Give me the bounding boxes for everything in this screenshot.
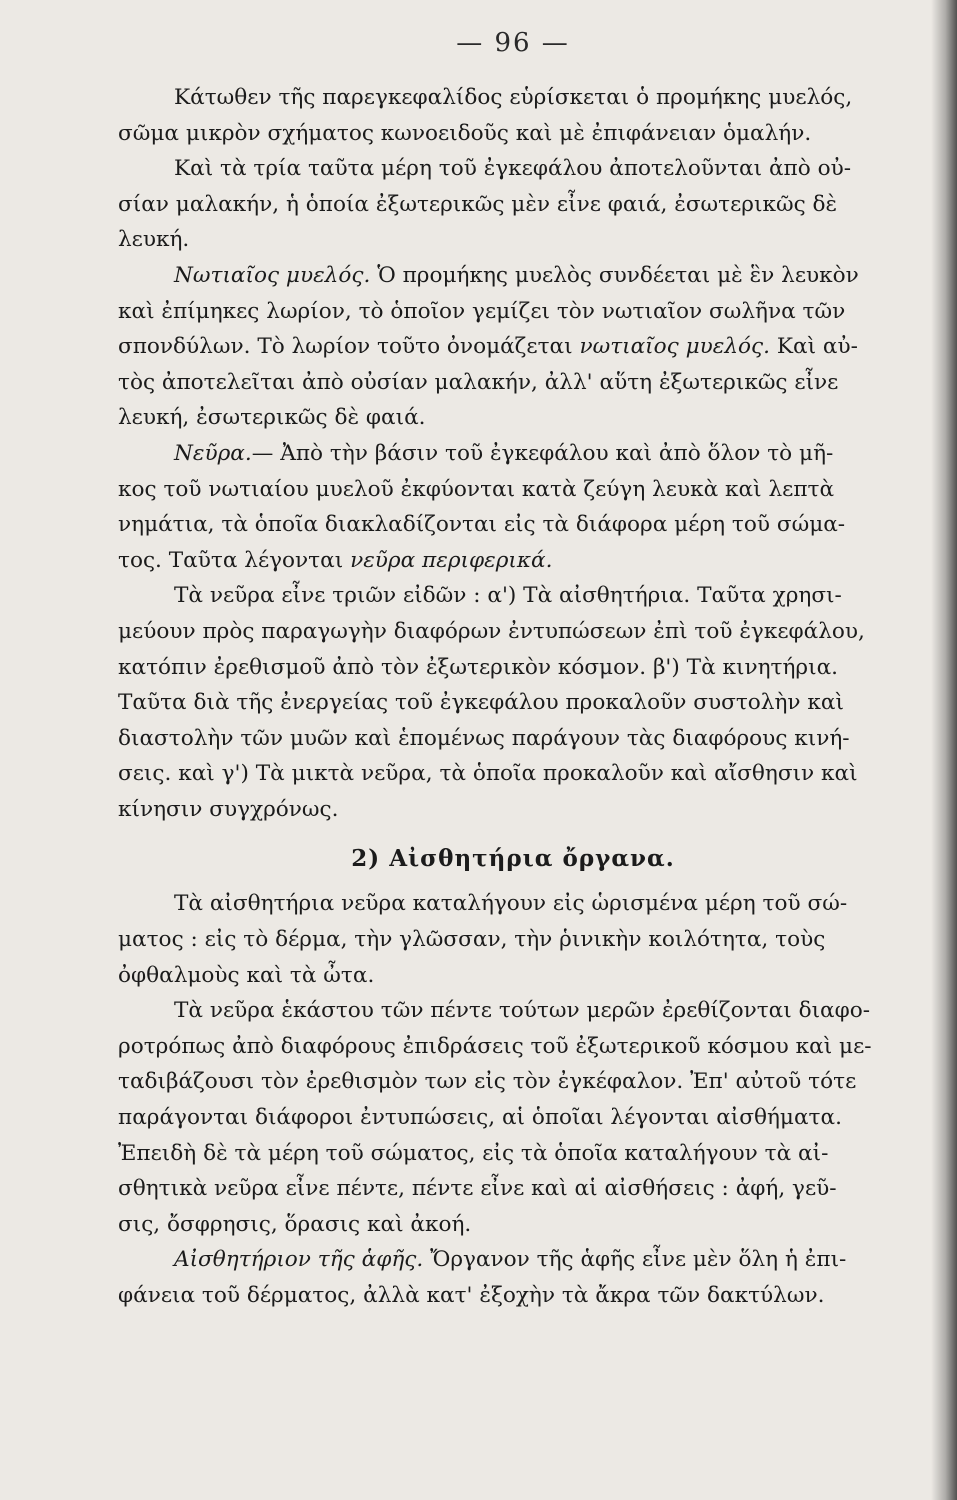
paragraph-line: μεύουν πρὸς παραγωγὴν διαφόρων ἐντυπώσεων ἐπὶ τοῦ ἐγκεφάλου, xyxy=(118,618,865,644)
paragraph-line xyxy=(118,436,908,472)
paragraph-line: Καὶ τὰ τρία ταῦτα μέρη τοῦ ἐγκεφάλου ἀποτελοῦνται ἀπὸ οὐ- xyxy=(174,156,852,182)
paragraph-line: λευκή, ἐσωτερικῶς δὲ φαιά. xyxy=(118,405,426,431)
paragraph-line: κος τοῦ νωτιαίου μυελοῦ ἐκφύονται κατὰ ζεύγη λευκὰ καὶ λεπτὰ xyxy=(118,476,835,502)
paragraph-line: τὸς ἀποτελεῖται ἀπὸ οὐσίαν μαλακήν, ἀλλ' αὕτη ἐξωτερικῶς εἶνε xyxy=(118,369,839,395)
paragraph-line: σθητικὰ νεῦρα εἶνε πέντε, πέντε εἶνε καὶ αἱ αἰσθήσεις : ἀφή, γεῦ- xyxy=(118,1176,837,1202)
paragraph-line: σίαν μαλακήν, ἡ ὁποία ἐξωτερικῶς μὲν εἶνε φαιά, ἐσωτερικῶς δὲ xyxy=(118,191,838,217)
paragraph-text: Ὄργανον τῆς ἁφῆς εἶνε μὲν ὅλη ἡ ἐπι- xyxy=(423,1247,847,1273)
section-term: Αἰσθητήριον τῆς ἁφῆς. xyxy=(174,1247,424,1273)
paragraph-line xyxy=(118,258,908,294)
paragraph-line xyxy=(118,1242,908,1278)
paragraph-line: ὀφθαλμοὺς καὶ τὰ ὦτα. xyxy=(118,962,375,988)
paragraph-text: — Ἀπὸ τὴν βάσιν τοῦ ἐγκεφάλου καὶ ἀπὸ ὅλον τὸ μῆ- xyxy=(251,440,834,466)
book-page xyxy=(118,28,908,1314)
inline-term: νεῦρα περιφερικά. xyxy=(350,547,553,573)
paragraph-line: καὶ ἐπίμηκες λωρίον, τὸ ὁποῖον γεμίζει τὸν νωτιαῖον σωλῆνα τῶν xyxy=(118,298,846,324)
paragraph-line: διαστολὴν τῶν μυῶν καὶ ἑπομένως παράγουν τὰς διαφόρους κινή- xyxy=(118,725,850,751)
paragraph-line: σις, ὄσφρησις, ὅρασις καὶ ἀκοή. xyxy=(118,1211,472,1237)
paragraph-text: σπονδύλων. Τὸ λωρίον τοῦτο ὀνομάζεται xyxy=(118,334,573,360)
paragraph-line: νημάτια, τὰ ὁποῖα διακλαδίζονται εἰς τὰ διάφορα μέρη τοῦ σώμα- xyxy=(118,512,846,538)
paragraph-line: ταδιβάζουσι τὸν ἐρεθισμὸν των εἰς τὸν ἐγκέφαλον. Ἐπ' αὐτοῦ τότε xyxy=(118,1069,857,1095)
paragraph-line: σεις. καὶ γ') Τὰ μικτὰ νεῦρα, τὰ ὁποῖα προκαλοῦν καὶ αἴσθησιν καὶ xyxy=(118,761,858,787)
paragraph-line: Τὰ νεῦρα εἶνε τριῶν εἰδῶν : α') Τὰ αἰσθητήρια. Ταῦτα χρησι- xyxy=(174,583,842,609)
inline-term: νωτιαῖος μυελός. xyxy=(579,334,771,360)
body-text-2 xyxy=(118,886,908,1313)
paragraph-text: τος. Ταῦτα λέγονται xyxy=(118,547,344,573)
paragraph-line: Ταῦτα διὰ τῆς ἐνεργείας τοῦ ἐγκεφάλου προκαλοῦν συστολὴν καὶ xyxy=(118,690,844,716)
page-number: — 96 — xyxy=(456,28,570,58)
section-term: Νωτιαῖος μυελός. xyxy=(174,262,371,288)
paragraph-line: ροτρόπως ἀπὸ διαφόρους ἐπιδράσεις τοῦ ἐξωτερικοῦ κόσμου καὶ με- xyxy=(118,1033,872,1059)
paragraph-line xyxy=(118,543,908,579)
paragraph-line xyxy=(118,329,908,365)
paragraph-line: Τὰ αἰσθητήρια νεῦρα καταλήγουν εἰς ὡρισμένα μέρη τοῦ σώ- xyxy=(174,891,848,917)
paragraph-line: παράγονται διάφοροι ἐντυπώσεις, αἱ ὁποῖαι λέγονται αἰσθήματα. xyxy=(118,1105,842,1131)
paragraph-line: ματος : εἰς τὸ δέρμα, τὴν γλῶσσαν, τὴν ῥινικὴν κοιλότητα, τοὺς xyxy=(118,927,826,953)
paragraph-text: Καὶ αὐ- xyxy=(770,334,858,360)
paragraph-line: Τὰ νεῦρα ἑκάστου τῶν πέντε τούτων μερῶν ἐρεθίζονται διαφο- xyxy=(174,998,871,1024)
paragraph-line: λευκή. xyxy=(118,227,190,253)
section-term: Νεῦρα. xyxy=(174,440,252,466)
paragraph-line: Κάτωθεν τῆς παρεγκεφαλίδος εὑρίσκεται ὁ προμήκης μυελός, xyxy=(174,85,853,110)
paragraph-line: Ἐπειδὴ δὲ τὰ μέρη τοῦ σώματος, εἰς τὰ ὁποῖα καταλήγουν τὰ αἰ- xyxy=(118,1140,829,1166)
paragraph-line: κατόπιν ἐρεθισμοῦ ἀπὸ τὸν ἐξωτερικὸν κόσμον. β') Τὰ κινητήρια. xyxy=(118,654,839,680)
body-text xyxy=(118,80,908,827)
paragraph-text: Ὁ προμήκης μυελὸς συνδέεται μὲ ἓν λευκὸν xyxy=(370,262,859,288)
paragraph-line: φάνεια τοῦ δέρματος, ἀλλὰ κατ' ἐξοχὴν τὰ ἄκρα τῶν δακτύλων. xyxy=(118,1283,825,1308)
page-edge-shadow xyxy=(931,0,957,1500)
paragraph-line: κίνησιν συγχρόνως. xyxy=(118,796,339,822)
section-heading: 2) Αἰσθητήρια ὄργανα. xyxy=(351,845,675,873)
paragraph-line: σῶμα μικρὸν σχήματος κωνοειδοῦς καὶ μὲ ἐπιφάνειαν ὁμαλήν. xyxy=(118,120,812,146)
